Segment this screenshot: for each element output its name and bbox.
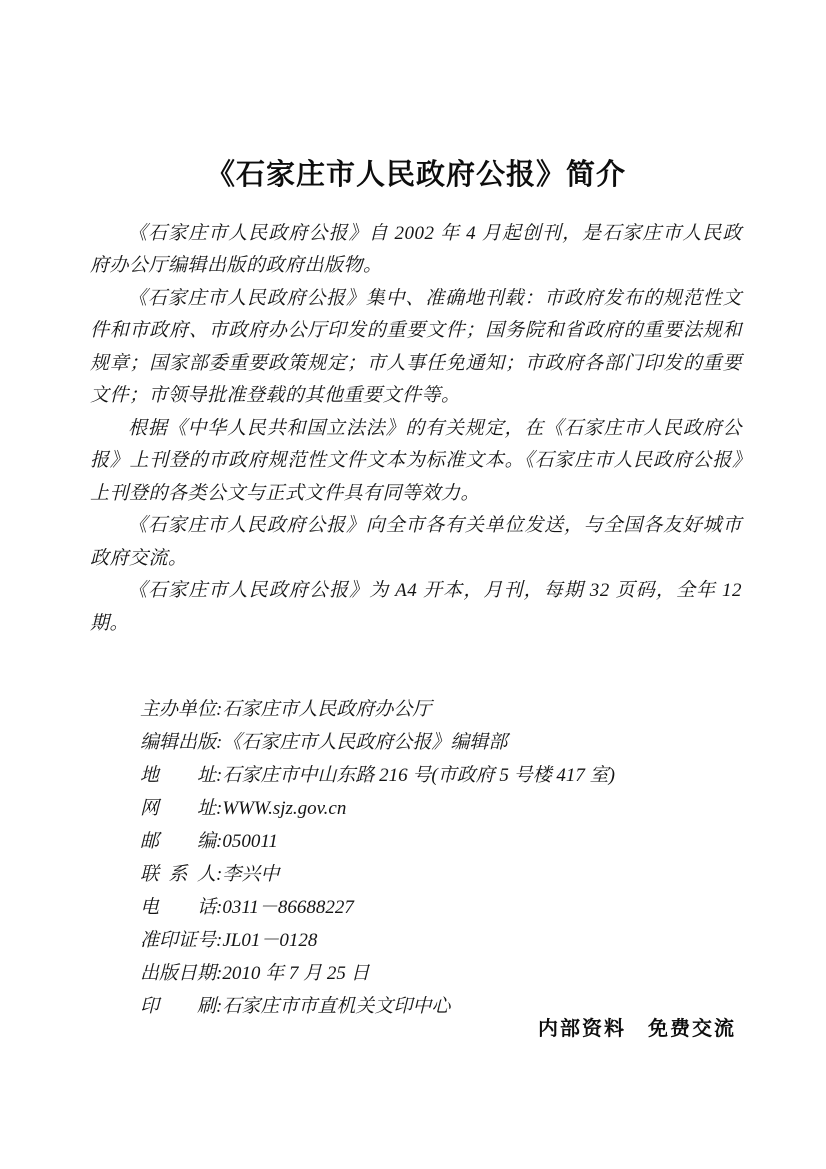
info-row-contact-person [140,858,742,891]
info-label: 地址 [140,765,216,787]
info-row-editor-publisher [140,726,742,759]
paragraph: 《石家庄市人民政府公报》集中、准确地刊载：市政府发布的规范性文件和市政府、市政府办公厅印发的重要文件；国务院和省政府的重要法规和规章；国家部委重要政策规定；市人事任免通知；市政府各部门印发的重要文件；市领导批准登载的其他重要文件等。 [90,287,742,407]
paragraph: 《石家庄市人民政府公报》为 A4 开本，月刊，每期 32 页码，全年 12 期。 [90,580,742,634]
info-colon: : [216,831,223,853]
info-colon: : [216,864,223,886]
info-row-host-unit [140,693,742,726]
info-colon: : [216,798,223,820]
paragraph: 《石家庄市人民政府公报》自 2002 年 4 月起创刊，是石家庄市人民政府办公厅编辑出版的政府出版物。 [90,222,742,277]
info-label: 网址 [140,798,216,820]
document-title: 《石家庄市人民政府公报》简介 [205,159,626,191]
info-label: 邮编 [140,831,216,853]
info-value: 《石家庄市人民政府公报》编辑部 [222,732,508,754]
paragraph: 根据《中华人民共和国立法法》的有关规定，在《石家庄市人民政府公报》上刊登的市政府规范性文件文本为标准文本。《石家庄市人民政府公报》上刊登的各类公文与正式文件具有同等效力。 [90,417,742,504]
info-row-publish-date [140,957,742,990]
info-value: JL01－0128 [222,930,318,952]
info-colon: : [216,963,223,985]
publication-info-list [140,693,742,1023]
info-label: 电话 [140,897,216,919]
info-value: 李兴中 [222,864,280,886]
info-label: 编辑出版 [140,732,217,754]
info-row-phone [140,891,742,924]
info-label: 准印证号 [140,930,217,952]
info-value: 石家庄市中山东路 216 号(市政府 5 号楼 417 室) [222,765,615,787]
body-paragraphs [90,218,742,641]
info-colon: : [216,996,223,1018]
info-value: 2010 年 7 月 25 日 [222,963,370,985]
info-colon: : [216,699,223,721]
info-colon: : [216,897,223,919]
info-row-address [140,759,742,792]
info-label: 出版日期 [140,963,217,985]
info-value: 050011 [222,831,278,853]
info-colon: : [216,765,223,787]
footer-note: 内部资料 免费交流 [538,1018,736,1040]
paragraph: 《石家庄市人民政府公报》向全市各有关单位发送，与全国各友好城市政府交流。 [90,515,742,569]
info-colon: : [216,732,223,754]
info-row-print-permit [140,924,742,957]
info-value: WWW.sjz.gov.cn [222,798,347,820]
info-value: 0311－86688227 [222,897,354,919]
info-row-website [140,792,742,825]
info-label: 印刷 [140,996,216,1018]
info-label: 主办单位 [140,699,217,721]
info-row-postcode [140,825,742,858]
info-colon: : [216,930,223,952]
info-label: 联系人 [140,864,216,886]
info-value: 石家庄市人民政府办公厅 [222,699,432,721]
info-value: 石家庄市市直机关文印中心 [222,996,451,1018]
